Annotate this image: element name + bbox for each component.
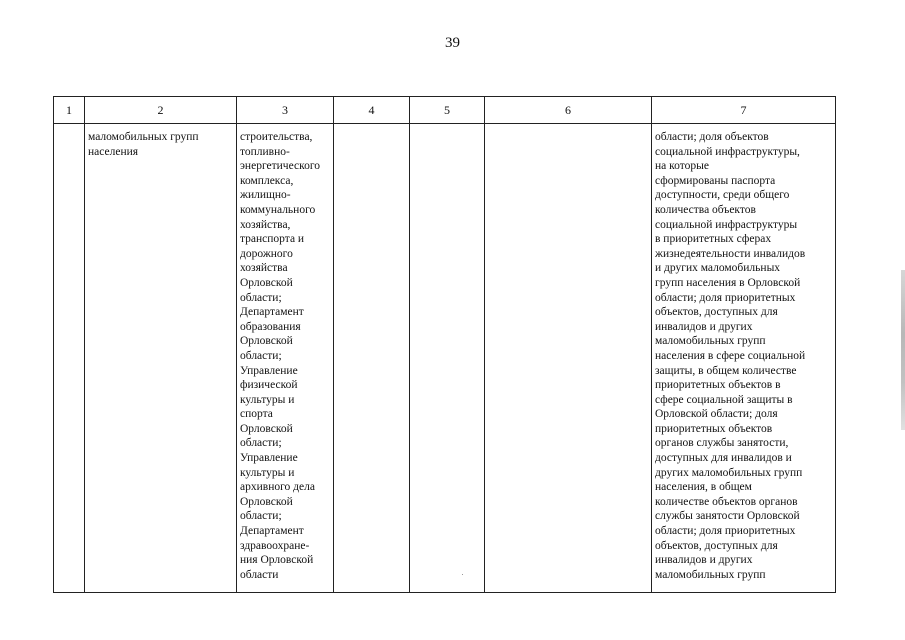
cell-line: спорта — [240, 408, 273, 421]
cell-line: топливно- — [240, 145, 290, 158]
cell-line: групп населения в Орловской — [655, 276, 801, 289]
cell-line: области; доля приоритетных — [655, 525, 796, 538]
cell-col-7-text — [652, 124, 835, 582]
cell-col-5 — [410, 124, 485, 593]
cell-line: населения — [88, 145, 139, 158]
cell-line: области; доля объектов — [655, 131, 769, 143]
cell-line: защиты, в общем количестве — [655, 364, 797, 377]
cell-col-3-text — [237, 124, 333, 582]
cell-line: приоритетных объектов в — [655, 379, 781, 392]
cell-line: строительства, — [240, 131, 313, 143]
cell-line: сфере социальной защиты в — [655, 393, 793, 406]
cell-line: Департамент — [240, 306, 304, 319]
cell-line: жилищно- — [240, 189, 291, 202]
cell-line: области — [240, 568, 279, 581]
cell-line: маломобильных групп — [88, 131, 199, 143]
header-col-7: 7 — [652, 97, 836, 124]
cell-line: Управление — [240, 452, 298, 465]
cell-line: маломобильных групп — [655, 335, 766, 348]
cell-line: количества объектов — [655, 203, 756, 216]
header-col-6: 6 — [485, 97, 652, 124]
header-col-5: 5 — [410, 97, 485, 124]
cell-line: Орловской — [240, 422, 293, 435]
cell-col-1-text — [54, 124, 84, 130]
cell-col-5-text — [410, 124, 484, 130]
cell-line: коммунального — [240, 203, 316, 216]
cell-line: образования — [240, 320, 301, 333]
cell-line: Управление — [240, 364, 298, 377]
header-col-3: 3 — [237, 97, 334, 124]
cell-line: культуры и — [240, 466, 295, 479]
cell-line: комплекса, — [240, 174, 294, 187]
cell-line: и других маломобильных — [655, 262, 781, 275]
cell-line: жизнедеятельности инвалидов — [655, 247, 806, 260]
cell-col-7 — [652, 124, 836, 593]
cell-line: области; — [240, 349, 282, 362]
cell-line: объектов, доступных для — [655, 306, 778, 319]
cell-col-2-text — [85, 124, 236, 159]
cell-line: приоритетных объектов — [655, 422, 773, 435]
cell-col-3 — [237, 124, 334, 593]
cell-col-1 — [54, 124, 85, 593]
cell-line: органов службы занятости, — [655, 437, 789, 450]
page-number: 39 — [445, 35, 460, 51]
header-col-1: 1 — [54, 97, 85, 124]
cell-line: Орловской — [240, 495, 293, 508]
cell-col-4 — [334, 124, 410, 593]
cell-line: социальной инфраструктуры — [655, 218, 798, 231]
cell-line: количестве объектов органов — [655, 495, 798, 508]
cell-line: в приоритетных сферах — [655, 233, 772, 246]
cell-line: населения в сфере социальной — [655, 349, 806, 362]
cell-col-6-text — [485, 124, 651, 130]
cell-line: Департамент — [240, 525, 304, 538]
cell-col-2 — [85, 124, 237, 593]
table-header-row — [54, 97, 836, 124]
cell-line: Орловской — [240, 335, 293, 348]
cell-line: транспорта и — [240, 233, 305, 246]
header-col-2: 2 — [85, 97, 237, 124]
cell-line: архивного дела — [240, 481, 315, 494]
cell-line: области; доля приоритетных — [655, 291, 796, 304]
cell-line: здравоохране- — [240, 539, 310, 552]
header-col-4: 4 — [334, 97, 410, 124]
cell-line: ния Орловской — [240, 554, 314, 567]
data-table — [53, 96, 836, 593]
cell-line: области; — [240, 437, 282, 450]
scan-edge-artifact — [901, 270, 905, 430]
scan-dot-artifact — [462, 574, 463, 575]
cell-line: маломобильных групп — [655, 568, 766, 581]
cell-line: Орловской — [240, 276, 293, 289]
cell-line: социальной инфраструктуры, — [655, 145, 800, 158]
cell-line: дорожного — [240, 247, 293, 260]
cell-col-4-text — [334, 124, 409, 130]
cell-line: хозяйства, — [240, 218, 291, 231]
cell-line: культуры и — [240, 393, 295, 406]
cell-line: энергетического — [240, 160, 321, 173]
cell-line: службы занятости Орловской — [655, 510, 800, 523]
cell-line: Орловской области; доля — [655, 408, 778, 421]
cell-line: области; — [240, 291, 282, 304]
table-row — [54, 124, 836, 593]
cell-line: других маломобильных групп — [655, 466, 803, 479]
cell-line: области; — [240, 510, 282, 523]
cell-line: инвалидов и других — [655, 554, 753, 567]
cell-line: доступности, среди общего — [655, 189, 790, 202]
cell-line: сформированы паспорта — [655, 174, 776, 187]
cell-line: объектов, доступных для — [655, 539, 778, 552]
cell-line: на которые — [655, 160, 709, 173]
cell-line: физической — [240, 379, 298, 392]
cell-col-6 — [485, 124, 652, 593]
cell-line: населения, в общем — [655, 481, 752, 494]
cell-line: доступных для инвалидов и — [655, 452, 792, 465]
cell-line: хозяйства — [240, 262, 288, 275]
cell-line: инвалидов и других — [655, 320, 753, 333]
